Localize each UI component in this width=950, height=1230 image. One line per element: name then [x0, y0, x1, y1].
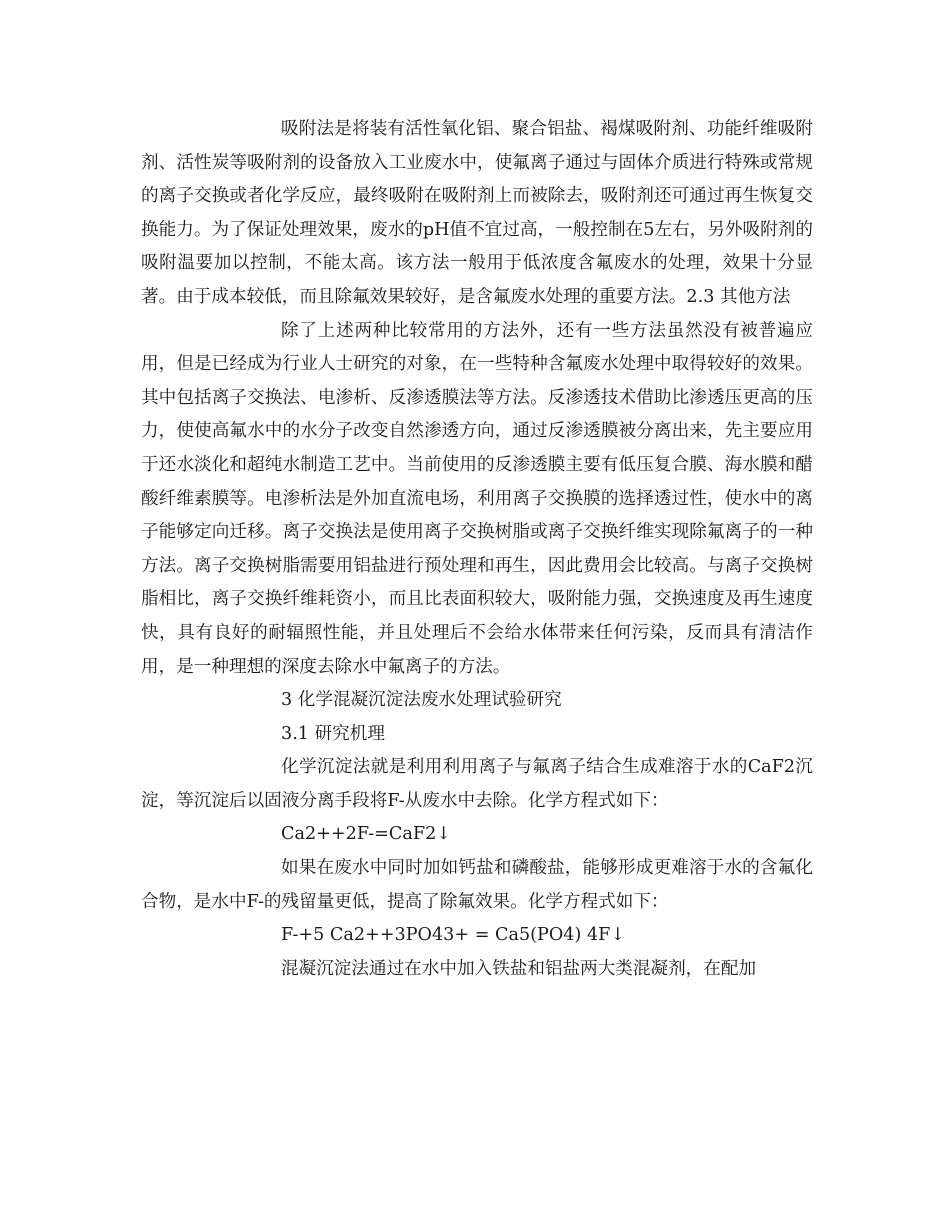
section-heading-3-1: 3.1 研究机理	[281, 723, 385, 744]
paragraph-chemical-precipitation: 化学沉淀法就是利用利用离子与氟离子结合生成难溶于水的CaF2沉淀，等沉淀后以固液分离手段将F-从废水中去除。化学方程式如下：	[141, 757, 813, 811]
equation-2: F-+5 Ca2++3PO43+ = Ca5(PO4) 4F↓	[281, 925, 626, 946]
equation-1: Ca2++2F-=CaF2↓	[281, 824, 452, 845]
paragraph-calcium-phosphate: 如果在废水中同时加如钙盐和磷酸盐，能够形成更难溶于水的含氟化合物，是水中F-的残留量更低，提高了除氟效果。化学方程式如下：	[141, 858, 813, 912]
section-heading-3: 3 化学混凝沉淀法废水处理试验研究	[281, 690, 562, 711]
paragraph-adsorption: 吸附法是将装有活性氧化铝、聚合铝盐、褐煤吸附剂、功能纤维吸附剂、活性炭等吸附剂的设备放入工业废水中，使氟离子通过与固体介质进行特殊或常规的离子交换或者化学反应，最终吸附在吸附剂上而被除去，吸附剂还可通过再生恢复交换能力。为了保证处理效果，废水的pH值不宜过高，一般控制在5左右，另外吸附剂的吸附温要加以控制，不能太高。该方法一般用于低浓度含氟废水的处理，效果十分显著。由于成本较低，而且除氟效果较好，是含氟废水处理的重要方法。2.3 其他方法	[141, 119, 813, 307]
document-page	[141, 113, 813, 986]
paragraph-other-methods: 除了上述两种比较常用的方法外，还有一些方法虽然没有被普遍应用，但是已经成为行业人士研究的对象，在一些特种含氟废水处理中取得较好的效果。其中包括离子交换法、电渗析、反渗透膜法等方法。反渗透技术借助比渗透压更高的压力，使使高氟水中的水分子改变自然渗透方向，通过反渗透膜被分离出来，先主要应用于还水淡化和超纯水制造工艺中。当前使用的反渗透膜主要有低压复合膜、海水膜和醋酸纤维素膜等。电渗析法是外加直流电场，利用离子交换膜的选择透过性，使水中的离子能够定向迁移。离子交换法是使用离子交换树脂或离子交换纤维实现除氟离子的一种方法。离子交换树脂需要用铝盐进行预处理和再生，因此费用会比较高。与离子交换树脂相比，离子交换纤维耗资小，而且比表面积较大，吸附能力强，交换速度及再生速度快，具有良好的耐辐照性能，并且处理后不会给水体带来任何污染，反而具有清洁作用，是一种理想的深度去除水中氟离子的方法。	[141, 320, 813, 677]
paragraph-coagulation: 混凝沉淀法通过在水中加入铁盐和铝盐两大类混凝剂，在配加	[281, 958, 757, 979]
